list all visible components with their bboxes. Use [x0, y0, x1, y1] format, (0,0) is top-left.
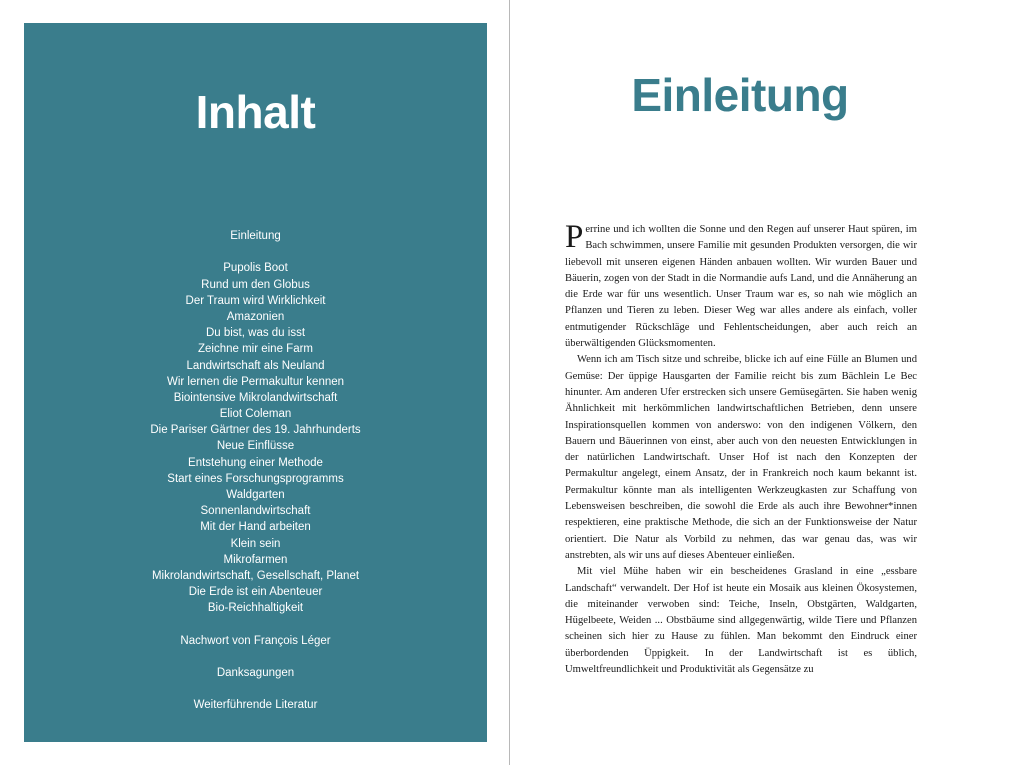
chapter-title: Einleitung	[631, 69, 849, 121]
toc-title: Inhalt	[195, 86, 316, 138]
toc-item: Der Traum wird Wirklichkeit	[185, 294, 326, 307]
paragraph	[565, 219, 917, 352]
paragraph: Mit viel Mühe haben wir ein bescheidenes Grasland in eine „essbare Landschaft“ verwandelt. Der Hof ist heute ein Mosaik aus kleinen Ökosystemen, die miteinander verwoben sind: Teiche, Inseln, Obstgärten, Waldgarten, Hügelbeete, Weiden ... Obstbäume sind allgegenwärtig, wilde Tiere und Pflanzen scheinen sich hier zu Hause zu fühlen. Man bekommt den Eindruck einer überbordenden Üppigkeit. In der Landwirtschaft ist es üblich, Umweltfreundlichkeit und Produktivität als Gegensätze zu	[565, 566, 917, 676]
toc-item: Weiterführende Literatur	[193, 699, 318, 712]
toc-item: Du bist, was du isst	[205, 327, 306, 340]
drop-cap: P	[565, 219, 584, 255]
toc-item: Die Pariser Gärtner des 19. Jahrhunderts	[150, 424, 361, 437]
toc-item: Landwirtschaft als Neuland	[186, 359, 325, 372]
table-of-contents-panel	[24, 23, 487, 742]
paragraph: Wenn ich am Tisch sitze und schreibe, blicke ich auf eine Fülle an Blumen und Gemüse: Der üppige Hausgarten der Familie reicht bis zum Bächlein Le Bec hinunter. Am anderen Ufer erstrecken sich unsere Gemüsegärten. Sie haben wenig Ähnlichkeit mit herkömmlichen landwirtschaftlichen Betrieben, denn unsere Inspirationsquellen kommen von anderswo: von den indigenen Völkern, den Bauern und Bäuerinnen von einst, aber auch von den neuesten Entwicklungen in der natürlichen Landwirtschaft. Unser Hof ist nach den Konzepten der Permakultur angelegt, einem Ansatz, der in Frankreich noch kaum bekannt ist. Permakultur könnte man als intelligenten Werkzeugkasten zur Schaffung von Lebensweisen beschreiben, die sowohl die Erde als auch ihre Bewohner*innen respektieren, eine praktische Methode, die sich an der Funktionsweise der Natur orientiert. Die Natur als Vorbild zu nehmen, das war genau das, was wir anstrebten, als wir uns auf dieses Abenteuer einließen.	[565, 354, 917, 561]
toc-item: Entstehung einer Methode	[188, 456, 323, 469]
toc-item: Amazonien	[226, 310, 285, 323]
toc-item: Bio-Reichhaltigkeit	[207, 602, 304, 615]
toc-item: Einleitung	[230, 230, 281, 242]
toc-item: Neue Einflüsse	[216, 440, 295, 453]
toc-item: Eliot Coleman	[219, 408, 292, 421]
toc-item: Mikrofarmen	[223, 553, 288, 566]
right-page	[510, 0, 1020, 765]
toc-item: Die Erde ist ein Abenteuer	[188, 586, 323, 599]
left-page	[0, 0, 509, 765]
toc-item: Rund um den Globus	[201, 278, 310, 291]
toc-item: Danksagungen	[216, 667, 295, 680]
toc-item: Klein sein	[230, 537, 281, 550]
toc-item: Sonnenlandwirtschaft	[200, 505, 311, 518]
toc-item: Waldgarten	[226, 489, 285, 501]
toc-list	[24, 228, 487, 714]
toc-item: Pupolis Boot	[223, 262, 288, 275]
toc-item: Zeichne mir eine Farm	[197, 343, 314, 356]
chapter-body	[565, 219, 917, 678]
toc-item: Mikrolandwirtschaft, Gesellschaft, Planet	[151, 569, 360, 582]
toc-item: Nachwort von François Léger	[180, 634, 331, 647]
toc-item: Wir lernen die Permakultur kennen	[166, 375, 345, 388]
toc-item: Biointensive Mikrolandwirtschaft	[173, 391, 338, 404]
toc-item: Start eines Forschungsprogramms	[167, 472, 344, 485]
paragraph-text: errine und ich wollten die Sonne und den Regen auf unserer Haut spüren, im Bach schwimmen, unsere Familie mit gesunden Produkten versorgen, die wir liebevoll mit unseren eigenen Händen anbauen wollten. Wir wurden Bauer und Bäuerin, zogen von der Stadt in die Normandie aufs Land, und die Annäherung an die Erde war für uns wesentlich. Unser Traum war es, so nah wie möglich an Pflanzen und Tieren zu leben. Dieser Weg war alles andere als einfach, voller entmutigender Rückschläge und Fehlentscheidungen, aber auch reich an überwältigenden Glücksmomenten.	[565, 224, 917, 350]
toc-item: Mit der Hand arbeiten	[200, 521, 311, 534]
